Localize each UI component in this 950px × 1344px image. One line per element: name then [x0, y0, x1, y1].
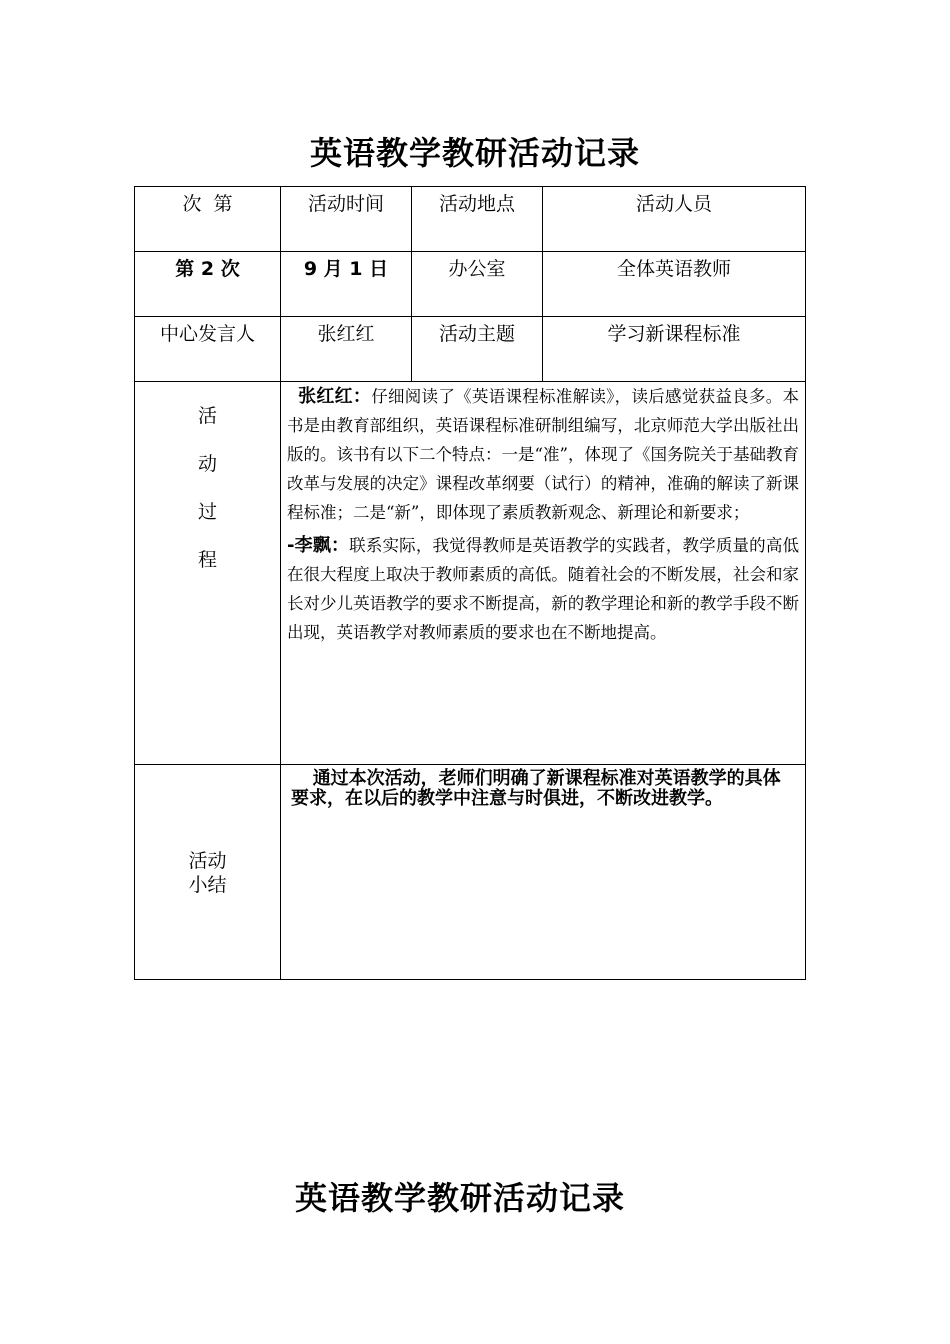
summary-label [135, 765, 280, 897]
header-row [135, 187, 806, 252]
summary-label-cell [135, 765, 281, 980]
topic-label: 活动主题 [412, 317, 543, 382]
process-label-char: 过 [197, 501, 217, 523]
participants-value: 全体英语教师 [543, 252, 806, 317]
header-place: 活动地点 [412, 187, 543, 252]
topic-value: 学习新课程标准 [543, 317, 806, 382]
process-prefix: - [287, 535, 295, 556]
summary-label-line: 小结 [188, 874, 227, 896]
activity-record-table [134, 186, 806, 980]
process-entry [287, 531, 799, 647]
summary-row [135, 765, 806, 980]
time-value: 9 月 1 日 [281, 252, 412, 317]
process-label-char: 程 [197, 549, 217, 571]
summary-text [281, 765, 805, 809]
process-speaker: 张红红： [298, 386, 372, 407]
process-label [135, 382, 280, 584]
process-label-cell [135, 382, 281, 765]
speaker-label: 中心发言人 [135, 317, 281, 382]
process-text: 联系实际，我觉得教师是英语教学的实践者，教学质量的高低在很大程度上取决于教师素质的高低。随着社会的不断发展，社会和家长对少儿英语教学的要求不断提高，新的教学理论和新的教学手段不断出现，英语教学对教师素质的要求也在不断地提高。 [287, 536, 800, 642]
header-session: 次 第 [135, 187, 281, 252]
speaker-row [135, 317, 806, 382]
process-content [281, 382, 805, 647]
process-row [135, 382, 806, 765]
process-content-cell [281, 382, 806, 765]
page-title: 英语教学教研活动记录 [309, 134, 640, 172]
summary-label-line: 活动 [188, 850, 227, 872]
page-title-repeat: 英语教学教研活动记录 [294, 1179, 625, 1217]
process-label-char: 动 [197, 453, 217, 475]
session-value: 第 2 次 [135, 252, 281, 317]
process-entry [287, 382, 799, 527]
process-speaker: 李飘： [294, 535, 350, 556]
speaker-value: 张红红 [281, 317, 412, 382]
process-label-char: 活 [197, 405, 217, 427]
values-row [135, 252, 806, 317]
process-text: 仔细阅读了《英语课程标准解读》，读后感觉获益良多。本书是由教育部组织，英语课程标准研制组编写，北京师范大学出版社出版的。该书有以下二个特点：一是“准”，体现了《国务院关于基础教育改革与发展的决定》课程改革纲要（试行）的精神，准确的解读了新课程标准；二是“新”，即体现了素质教新观念、新理论和新要求； [287, 387, 800, 522]
summary-content-cell [281, 765, 806, 980]
place-value: 办公室 [412, 252, 543, 317]
header-time: 活动时间 [281, 187, 412, 252]
header-participants: 活动人员 [543, 187, 806, 252]
summary-body: 通过本次活动，老师们明确了新课程标准对英语教学的具体要求，在以后的教学中注意与时俱进，不断改进教学。 [291, 768, 781, 809]
